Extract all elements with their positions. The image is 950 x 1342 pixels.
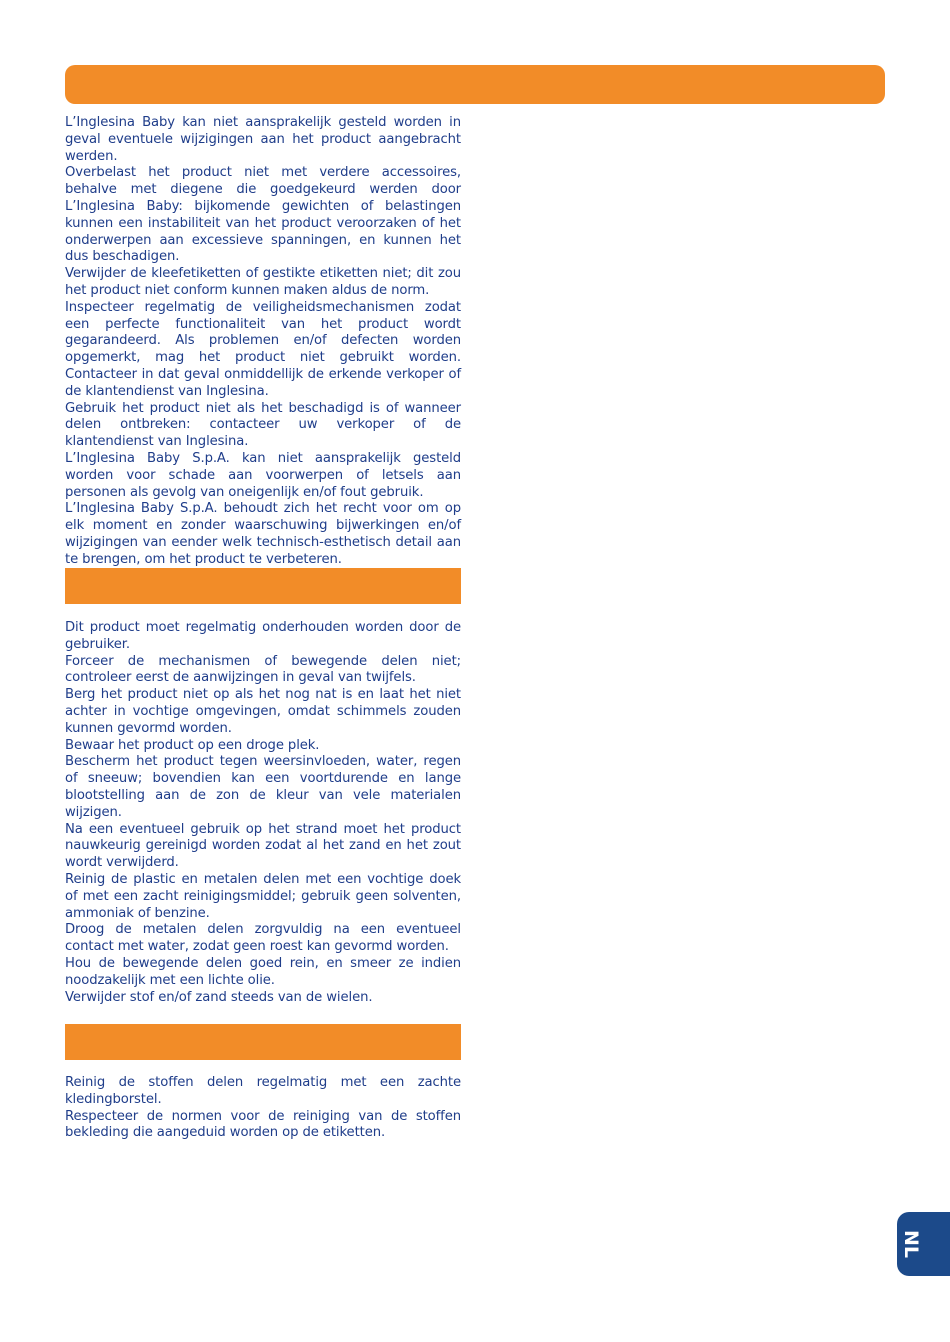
section-header-bar-warnings	[65, 65, 885, 104]
section-header-bar-fabric-cleaning	[65, 1024, 461, 1060]
paragraph-changes: L’Inglesina Baby S.p.A. behoudt zich het recht voor om op elk moment en zonder waarschuwing bijwerkingen en/of wijzigingen van eender welk technisch-esthetisch detail aan te brengen, om het product te verbeteren.	[65, 501, 461, 567]
fabric-cleaning-text-column	[65, 1075, 461, 1142]
paragraph-damaged: Gebruik het product niet als het beschadigd is of wanneer delen ontbreken: contacteer uw verkoper of de klantendienst van Inglesina.	[65, 400, 461, 450]
paragraph-modifications: L’Inglesina Baby kan niet aansprakelijk gesteld worden in geval eventuele wijzigingen aan het product aangebracht werden.	[65, 115, 461, 164]
maintenance-text-column	[65, 620, 461, 1006]
paragraph-lubrication: Hou de bewegende delen goed rein, en smeer ze indien noodzakelijk met een lichte olie.	[65, 955, 461, 988]
paragraph-maintenance: Dit product moet regelmatig onderhouden worden door de gebruiker.	[65, 620, 461, 652]
paragraph-accessories: Overbelast het product niet met verdere accessoires, behalve met diegene die goedgekeurd werden door L’Inglesina Baby: bijkomende gewichten of belastingen kunnen een instabiliteit van het product veroorzaken of het onderwerpen aan excessieve spanningen, en kunnen het dus beschadigen.	[65, 165, 461, 265]
paragraph-cleaning-parts: Reinig de plastic en metalen delen met een vochtige doek of met een zacht reinigingsmiddel; gebruik geen solventen, ammoniak of benzine.	[65, 871, 461, 921]
language-tab	[897, 1212, 950, 1276]
paragraph-weather: Bescherm het product tegen weersinvloeden, water, regen of sneeuw; bovendien kan een voortdurende en lange blootstelling aan de zon de kleur van vele materialen wijzigen.	[65, 754, 461, 820]
paragraph-fabric-labels: Respecteer de normen voor de reiniging van de stoffen bekleding die aangeduid worden op de etiketten.	[65, 1108, 461, 1141]
paragraph-drying: Droog de metalen delen zorgvuldig na een eventueel contact met water, zodat geen roest kan gevormd worden.	[65, 922, 461, 955]
section-header-bar-maintenance	[65, 568, 461, 604]
paragraph-beach: Na een eventueel gebruik op het strand moet het product nauwkeurig gereinigd worden zodat al het zand en het zout wordt verwijderd.	[65, 821, 461, 871]
paragraph-fabric-brush: Reinig de stoffen delen regelmatig met een zachte kledingborstel.	[65, 1075, 461, 1107]
paragraph-storage-dry: Bewaar het product op een droge plek.	[65, 737, 320, 753]
warnings-text-column	[65, 115, 461, 569]
paragraph-liability: L’Inglesina Baby S.p.A. kan niet aansprakelijk gesteld worden voor schade aan voorwerpen of letsels aan personen als gevolg van oneigenlijk en/of fout gebruik.	[65, 450, 461, 500]
paragraph-force: Forceer de mechanismen of bewegende delen niet; controleer eerst de aanwijzingen in geval van twijfels.	[65, 653, 461, 686]
paragraph-inspection: Inspecteer regelmatig de veiligheidsmechanismen zodat een perfecte functionaliteit van het product wordt gegarandeerd. Als problemen en/of defecten worden opgemerkt, mag het product niet gebruikt worden. Contacteer in dat geval onmiddellijk de erkende verkoper of de klantendienst van Inglesina.	[65, 299, 461, 399]
language-tab-label: NL	[900, 1229, 922, 1259]
paragraph-wheels: Verwijder stof en/of zand steeds van de wielen.	[65, 989, 373, 1005]
paragraph-storage-wet: Berg het product niet op als het nog nat is en laat het niet achter in vochtige omgevingen, omdat schimmels zouden kunnen gevormd worden.	[65, 687, 461, 736]
paragraph-labels: Verwijder de kleefetiketten of gestikte etiketten niet; dit zou het product niet conform kunnen maken aldus de norm.	[65, 266, 461, 298]
